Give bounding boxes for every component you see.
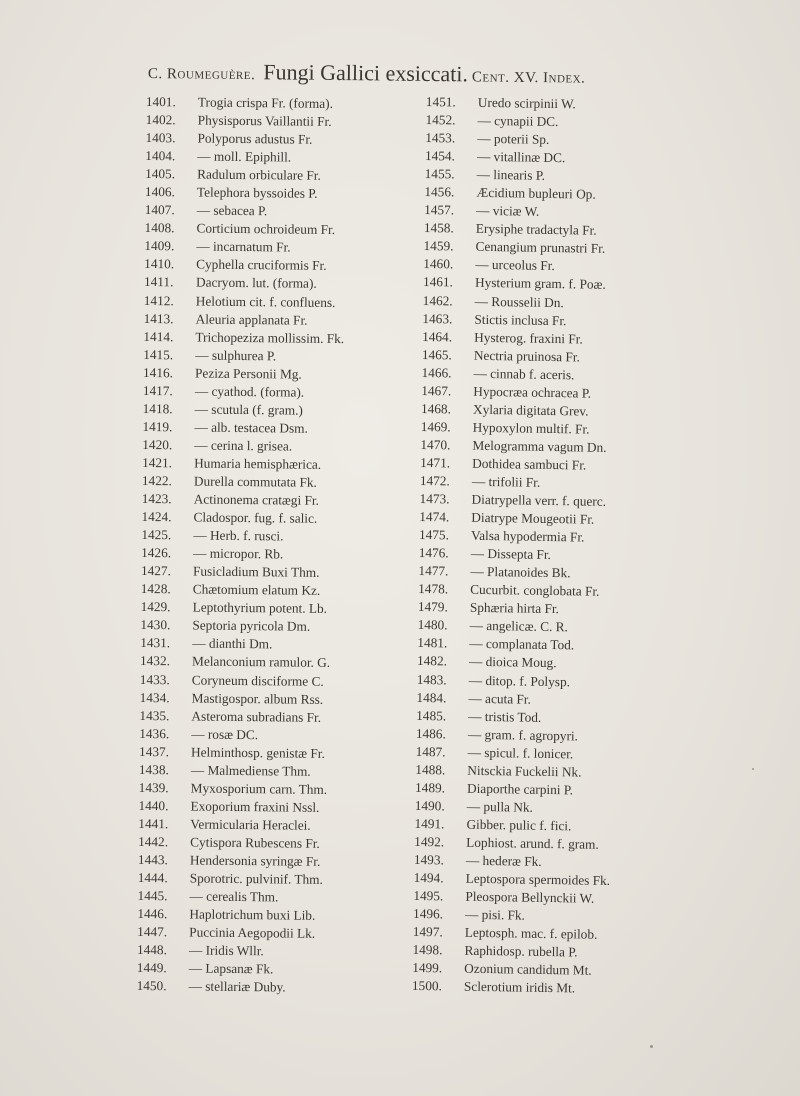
entry-species: Helotium cit. f. confluens.: [195, 293, 336, 310]
entry-number: 1460.: [423, 256, 454, 272]
entry-species: Dacryom. lut. (forma).: [195, 275, 317, 292]
entry-number: 1462.: [422, 292, 453, 308]
entry-species: Myxosporium carn. Thm.: [190, 780, 328, 797]
entry-species: Melogramma vagum Dn.: [472, 437, 607, 455]
entry-species: — cynapii DC.: [477, 112, 559, 130]
entry-number: 1469.: [420, 418, 451, 435]
entry-species: — scutula (f. gram.): [194, 401, 303, 418]
entry-species: Aleuria applanata Fr.: [195, 311, 308, 328]
entry-species: Erysiphe tradactyla Fr.: [475, 221, 597, 239]
entry-species: Coryneum disciforme C.: [191, 672, 324, 689]
entry-species: — angelicæ. C. R.: [469, 618, 568, 635]
entry-number: 1413.: [143, 310, 174, 326]
entry-number: 1406.: [144, 184, 175, 200]
entry-number: 1497.: [412, 924, 443, 940]
entry-species: — linearis P.: [476, 166, 546, 184]
entry-species: Helminthosp. genistæ Fr.: [191, 744, 325, 761]
entry-species: — poterii Sp.: [477, 130, 550, 148]
entry-species: — sulphurea P.: [195, 347, 277, 364]
entry-species: Telephora byssoides P.: [196, 184, 318, 202]
right-index-column: [412, 93, 682, 999]
entry-number: 1486.: [415, 725, 446, 742]
entry-species: Hysterog. fraxini Fr.: [474, 329, 583, 347]
entry-number: 1432.: [139, 653, 171, 669]
entry-species: — Platanoides Bk.: [470, 563, 571, 581]
entry-species: Pleospora Bellynckii W.: [465, 888, 595, 906]
entry-species: Cenangium prunastri Fr.: [475, 239, 606, 257]
entry-species: — Malmediense Thm.: [190, 762, 311, 779]
entry-species: Diatrype Mougeotii Fr.: [471, 509, 595, 527]
entry-number: 1470.: [420, 436, 451, 453]
entry-number: 1475.: [418, 527, 450, 543]
entry-species: Gibber. pulic f. fici.: [466, 816, 572, 834]
entry-species: Peziza Personii Mg.: [194, 365, 302, 382]
entry-number: 1458.: [423, 220, 454, 236]
entry-number: 1404.: [145, 148, 176, 164]
entry-species: — cyathod. (forma).: [194, 383, 305, 400]
entry-number: 1466.: [421, 364, 452, 381]
paper-speck: [650, 1045, 653, 1048]
entry-number: 1424.: [141, 509, 172, 525]
entry-species: — pisi. Fk.: [464, 906, 526, 923]
entry-number: 1488.: [415, 761, 446, 778]
entry-number: 1405.: [145, 166, 176, 182]
entry-number: 1492.: [414, 833, 445, 850]
entry-number: 1477.: [418, 563, 449, 579]
entry-species: Melanconium ramulor. G.: [191, 653, 331, 671]
entry-species: — complanata Tod.: [469, 636, 575, 653]
entry-number: 1418.: [142, 400, 173, 417]
header-title: Fungi Gallici exsiccati.: [263, 59, 469, 87]
entry-number: 1487.: [415, 743, 446, 760]
entry-number: 1496.: [412, 906, 444, 922]
entry-number: 1452.: [425, 112, 456, 128]
entry-number: 1439.: [138, 779, 169, 796]
entry-species: Uredo scirpinii W.: [477, 94, 576, 112]
entry-species: Hysterium gram. f. Poæ.: [474, 275, 606, 293]
entry-species: Ozonium candidum Mt.: [464, 960, 592, 978]
entry-species: — trifolii Fr.: [471, 473, 541, 490]
entry-species: — Dissepta Fr.: [470, 545, 552, 563]
entry-number: 1455.: [424, 166, 455, 182]
entry-species: Trogia crispa Fr. (forma).: [197, 94, 334, 111]
entry-species: Diaporthe carpini P.: [466, 780, 574, 798]
entry-species: Radulum orbiculare Fr.: [197, 166, 321, 184]
entry-species: Hendersonia syringæ Fr.: [189, 852, 321, 869]
entry-species: — tristis Tod.: [468, 708, 542, 725]
entry-species: Exoporium fraxini Nssl.: [190, 798, 320, 815]
entry-species: Durella commutata Fk.: [193, 473, 317, 490]
entry-species: Leptospora spermoides Fk.: [465, 870, 611, 889]
entry-number: 1449.: [136, 960, 167, 976]
entry-number: 1468.: [420, 400, 452, 417]
entry-number: 1433.: [139, 671, 170, 687]
entry-number: 1476.: [418, 545, 449, 561]
entry-number: 1459.: [423, 238, 454, 254]
entry-species: Cucurbit. conglobata Fr.: [470, 582, 600, 600]
entry-number: 1480.: [417, 617, 448, 633]
entry-number: 1495.: [413, 887, 444, 904]
entry-number: 1426.: [141, 545, 172, 561]
entry-number: 1445.: [137, 888, 168, 904]
entry-number: 1415.: [143, 346, 174, 362]
entry-number: 1434.: [139, 689, 170, 705]
entry-species: Corticium ochroideum Fr.: [196, 220, 336, 238]
entry-species: — Herb. f. rusci.: [193, 527, 284, 544]
entry-number: 1428.: [140, 581, 171, 597]
entry-number: 1436.: [139, 725, 170, 741]
header-century-index: Cent. XV. Index.: [471, 69, 586, 87]
entry-species: — sebacea P.: [196, 202, 268, 219]
entry-number: 1430.: [140, 617, 171, 633]
entry-species: Leptothyrium potent. Lb.: [192, 599, 328, 617]
entry-species: — moll. Epiphill.: [197, 148, 292, 165]
entry-number: 1403.: [145, 130, 176, 146]
entry-number: 1416.: [142, 364, 174, 381]
entry-species: — pulla Nk.: [466, 798, 534, 815]
entry-species: Sclerotium iridis Mt.: [463, 979, 576, 996]
entry-number: 1442.: [138, 833, 169, 850]
page-header: [148, 58, 688, 90]
entry-species: — rosæ DC.: [191, 726, 259, 742]
entry-number: 1493.: [413, 851, 444, 868]
entry-number: 1481.: [417, 635, 448, 651]
entry-number: 1489.: [414, 779, 446, 796]
entry-species: — incarnatum Fr.: [196, 238, 291, 255]
entry-species: Puccinia Aegopodii Lk.: [189, 924, 316, 941]
entry-number: 1446.: [137, 906, 168, 922]
entry-species: Leptosph. mac. f. epilob.: [464, 924, 598, 942]
entry-species: — cinnab f. aceris.: [473, 365, 575, 383]
entry-number: 1401.: [145, 93, 176, 110]
entry-number: 1437.: [139, 743, 170, 759]
entry-species: Diatrypella verr. f. querc.: [471, 491, 607, 509]
entry-number: 1471.: [420, 454, 451, 471]
entry-number: 1441.: [138, 815, 169, 832]
entry-number: 1420.: [142, 436, 173, 453]
entry-number: 1411.: [143, 274, 174, 290]
entry-species: Asteroma subradians Fr.: [191, 708, 322, 725]
entry-number: 1498.: [412, 942, 443, 958]
entry-number: 1402.: [145, 112, 176, 128]
entry-species: Sporotric. pulvinif. Thm.: [189, 870, 323, 887]
entry-number: 1485.: [416, 707, 447, 723]
entry-species: Haplotrichum buxi Lib.: [189, 906, 316, 923]
entry-number: 1417.: [142, 382, 173, 399]
entry-species: Dothidea sambuci Fr.: [472, 455, 587, 473]
entry-number: 1444.: [137, 869, 168, 886]
entry-number: 1463.: [422, 310, 453, 327]
entry-number: 1425.: [141, 527, 172, 543]
entry-number: 1494.: [413, 869, 444, 886]
entry-number: 1484.: [416, 689, 447, 705]
entry-species: — vitallinæ DC.: [476, 148, 566, 166]
entry-number: 1427.: [140, 563, 171, 579]
entry-number: 1479.: [417, 599, 448, 615]
entry-species: — gram. f. agropyri.: [467, 726, 579, 744]
entry-species: Physisporus Vaillantii Fr.: [197, 112, 332, 129]
entry-number: 1422.: [141, 472, 172, 489]
entry-species: Trichopeziza mollissim. Fk.: [195, 329, 345, 346]
entry-species: — Rousselii Dn.: [474, 293, 564, 310]
entry-number: 1490.: [414, 797, 445, 814]
entry-species: Cyphella cruciformis Fr.: [196, 256, 327, 274]
index-entry: [412, 977, 668, 999]
entry-number: 1474.: [419, 509, 450, 525]
entry-species: — urceolus Fr.: [475, 257, 555, 274]
entry-species: Polyporus adustus Fr.: [197, 130, 313, 147]
entry-species: Nitsckia Fuckelii Nk.: [467, 762, 582, 780]
entry-number: 1467.: [421, 382, 452, 399]
paper-speck: [752, 768, 754, 770]
entry-number: 1464.: [422, 328, 453, 345]
entry-species: Septoria pyricola Dm.: [192, 617, 311, 635]
entry-number: 1409.: [144, 238, 175, 254]
entry-species: — stellariæ Duby.: [188, 978, 286, 995]
entry-species: — cerina l. grisea.: [194, 437, 293, 454]
entry-species: Lophiost. arund. f. gram.: [466, 834, 599, 852]
entry-number: 1419.: [142, 418, 173, 435]
entry-number: 1440.: [138, 797, 169, 814]
entry-species: — spicul. f. lonicer.: [467, 744, 574, 762]
entry-species: Raphidosp. rubella P.: [464, 942, 578, 960]
entry-species: Xylaria digitata Grev.: [472, 401, 589, 419]
entry-number: 1450.: [136, 978, 167, 994]
entry-number: 1429.: [140, 599, 171, 615]
entry-number: 1499.: [412, 960, 443, 976]
entry-number: 1421.: [142, 454, 173, 471]
entry-species: Vermicularia Heraclei.: [190, 816, 311, 833]
entry-species: — dioica Moug.: [468, 654, 557, 671]
entry-number: 1435.: [139, 707, 170, 723]
entry-species: — ditop. f. Polysp.: [468, 672, 571, 689]
entry-number: 1451.: [425, 93, 456, 110]
entry-number: 1461.: [422, 274, 454, 290]
entry-species: — micropor. Rb.: [193, 545, 284, 562]
left-index-column: [137, 93, 408, 998]
header-author: C. Roumeguère.: [147, 66, 256, 84]
entry-species: Stictis inclusa Fr.: [474, 311, 567, 328]
entry-number: 1443.: [137, 851, 168, 868]
entry-species: Actinonema cratægi Fr.: [193, 491, 320, 508]
entry-species: Chætomium elatum Kz.: [192, 581, 321, 599]
entry-number: 1473.: [419, 490, 450, 507]
entry-species: — viciæ W.: [476, 203, 540, 220]
entry-number: 1448.: [136, 942, 168, 958]
entry-species: Hypocræa ochracea P.: [473, 383, 592, 401]
entry-number: 1478.: [418, 581, 449, 597]
entry-number: 1472.: [419, 472, 450, 489]
entry-species: Cytispora Rubescens Fr.: [190, 834, 320, 851]
entry-species: — dianthi Dm.: [192, 635, 273, 652]
entry-species: — hederæ Fk.: [465, 852, 542, 869]
entry-number: 1483.: [416, 671, 447, 687]
entry-species: Nectria pruinosa Fr.: [473, 347, 580, 365]
entry-species: — Iridis Wllr.: [188, 942, 264, 959]
entry-number: 1414.: [143, 328, 174, 344]
entry-species: Hypoxylon multif. Fr.: [472, 419, 590, 437]
entry-number: 1438.: [138, 761, 169, 778]
entry-number: 1423.: [141, 491, 172, 507]
index-entry: [137, 977, 399, 998]
entry-number: 1410.: [144, 256, 175, 272]
entry-species: Fusicladium Buxi Thm.: [192, 563, 320, 581]
entry-number: 1431.: [140, 635, 171, 651]
entry-species: Sphæria hirta Fr.: [469, 600, 560, 617]
entry-number: 1500.: [411, 978, 443, 994]
entry-number: 1491.: [414, 815, 445, 832]
entry-species: Humaria hemisphærica.: [194, 455, 322, 472]
entry-number: 1447.: [137, 924, 168, 940]
entry-number: 1453.: [425, 130, 456, 146]
entry-species: Æcidium bupleuri Op.: [476, 185, 596, 202]
entry-species: Valsa hypodermia Fr.: [470, 527, 585, 545]
entry-number: 1465.: [421, 346, 452, 363]
entry-species: Cladospor. fug. f. salic.: [193, 509, 318, 526]
entry-number: 1408.: [144, 220, 175, 236]
entry-number: 1456.: [424, 184, 455, 200]
entry-species: — Lapsanæ Fk.: [188, 960, 274, 977]
entry-species: Mastigospor. album Rss.: [191, 690, 324, 707]
entry-number: 1482.: [416, 653, 448, 669]
entry-number: 1457.: [424, 202, 455, 218]
entry-species: — alb. testacea Dsm.: [194, 419, 308, 436]
entry-species: — acuta Fr.: [468, 690, 532, 707]
entry-number: 1454.: [424, 148, 456, 164]
entry-number: 1412.: [143, 292, 174, 308]
entry-number: 1407.: [144, 202, 175, 218]
entry-species: — cerealis Thm.: [189, 888, 279, 905]
